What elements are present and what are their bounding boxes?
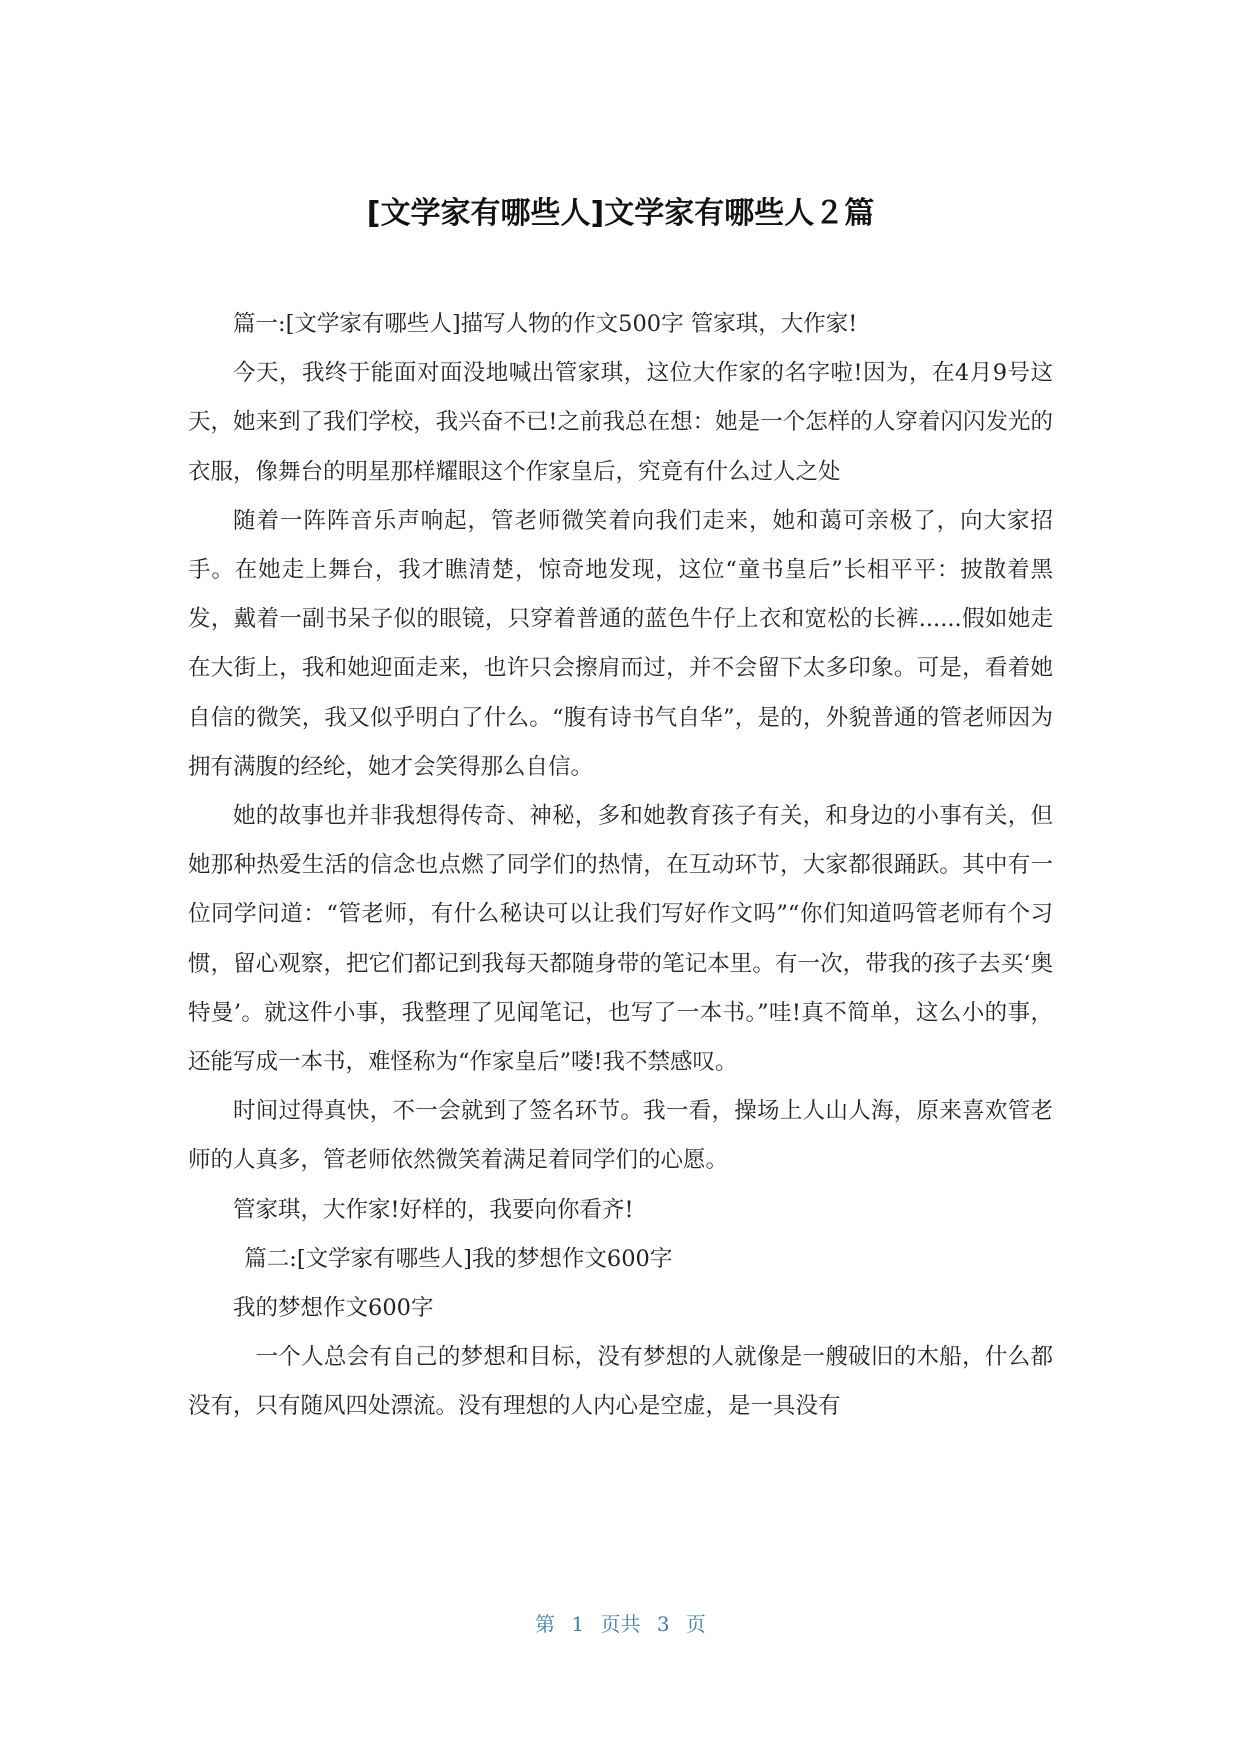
paragraph-4: 她的故事也并非我想得传奇、神秘，多和她教育孩子有关，和身边的小事有关，但她那种热爱生活的信念也点燃了同学们的热情，在互动环节，大家都很踊跃。其中有一位同学问道：“管老师，有什么秘诀可以让我们写好作文吗”“你们知道吗管老师有个习惯，留心观察，把它们都记到我每天都随身带的笔记本里。有一次，带我的孩子去买‘奥特曼’。就这件小事，我整理了见闻笔记，也写了一本书。”哇!真不简单，这么小的事，还能写成一本书，难怪称为“作家皇后”喽!我不禁感叹。 bbox=[188, 803, 1053, 1076]
paragraph-1: 篇一:[文学家有哪些人]描写人物的作文500字 管家琪，大作家! bbox=[233, 311, 858, 337]
paragraph-5: 时间过得真快，不一会就到了签名环节。我一看，操场上人山人海，原来喜欢管老师的人真多，管老师依然微笑着满足着同学们的心愿。 bbox=[188, 1098, 1053, 1174]
paragraph-9: 一个人总会有自己的梦想和目标，没有梦想的人就像是一艘破旧的木船，什么都没有，只有随风四处漂流。没有理想的人内心是空虚，是一具没有 bbox=[188, 1344, 1053, 1420]
paragraph-2: 今天，我终于能面对面没地喊出管家琪，这位大作家的名字啦!因为，在4月9号这天，她来到了我们学校，我兴奋不已!之前我总在想：她是一个怎样的人穿着闪闪发光的衣服，像舞台的明星那样耀眼这个作家皇后，究竟有什么过人之处 bbox=[188, 360, 1053, 485]
paragraph-8: 我的梦想作文600字 bbox=[233, 1295, 434, 1322]
document-body bbox=[188, 300, 1053, 1432]
paragraph-3: 随着一阵阵音乐声响起，管老师微笑着向我们走来，她和蔼可亲极了，向大家招手。在她走上舞台，我才瞧清楚，惊奇地发现，这位“童书皇后”长相平平：披散着黑发，戴着一副书呆子似的眼镜，只穿着普通的蓝色牛仔上衣和宽松的长裤......假如她走在大街上，我和她迎面走来，也许只会擦肩而过，并不会留下太多印象。可是，看着她自信的微笑，我又似乎明白了什么。“腹有诗书气自华”，是的，外貌普通的管老师因为拥有满腹的经纶，她才会笑得那么自信。 bbox=[188, 507, 1053, 780]
document-title: [文学家有哪些人]文学家有哪些人２篇 bbox=[366, 196, 875, 231]
paragraph-7: 篇二:[文学家有哪些人]我的梦想作文600字 bbox=[244, 1245, 673, 1272]
page-number: 第 1 页共 3 页 bbox=[535, 1612, 706, 1636]
paragraph-6: 管家琪，大作家!好样的，我要向你看齐! bbox=[233, 1196, 634, 1223]
